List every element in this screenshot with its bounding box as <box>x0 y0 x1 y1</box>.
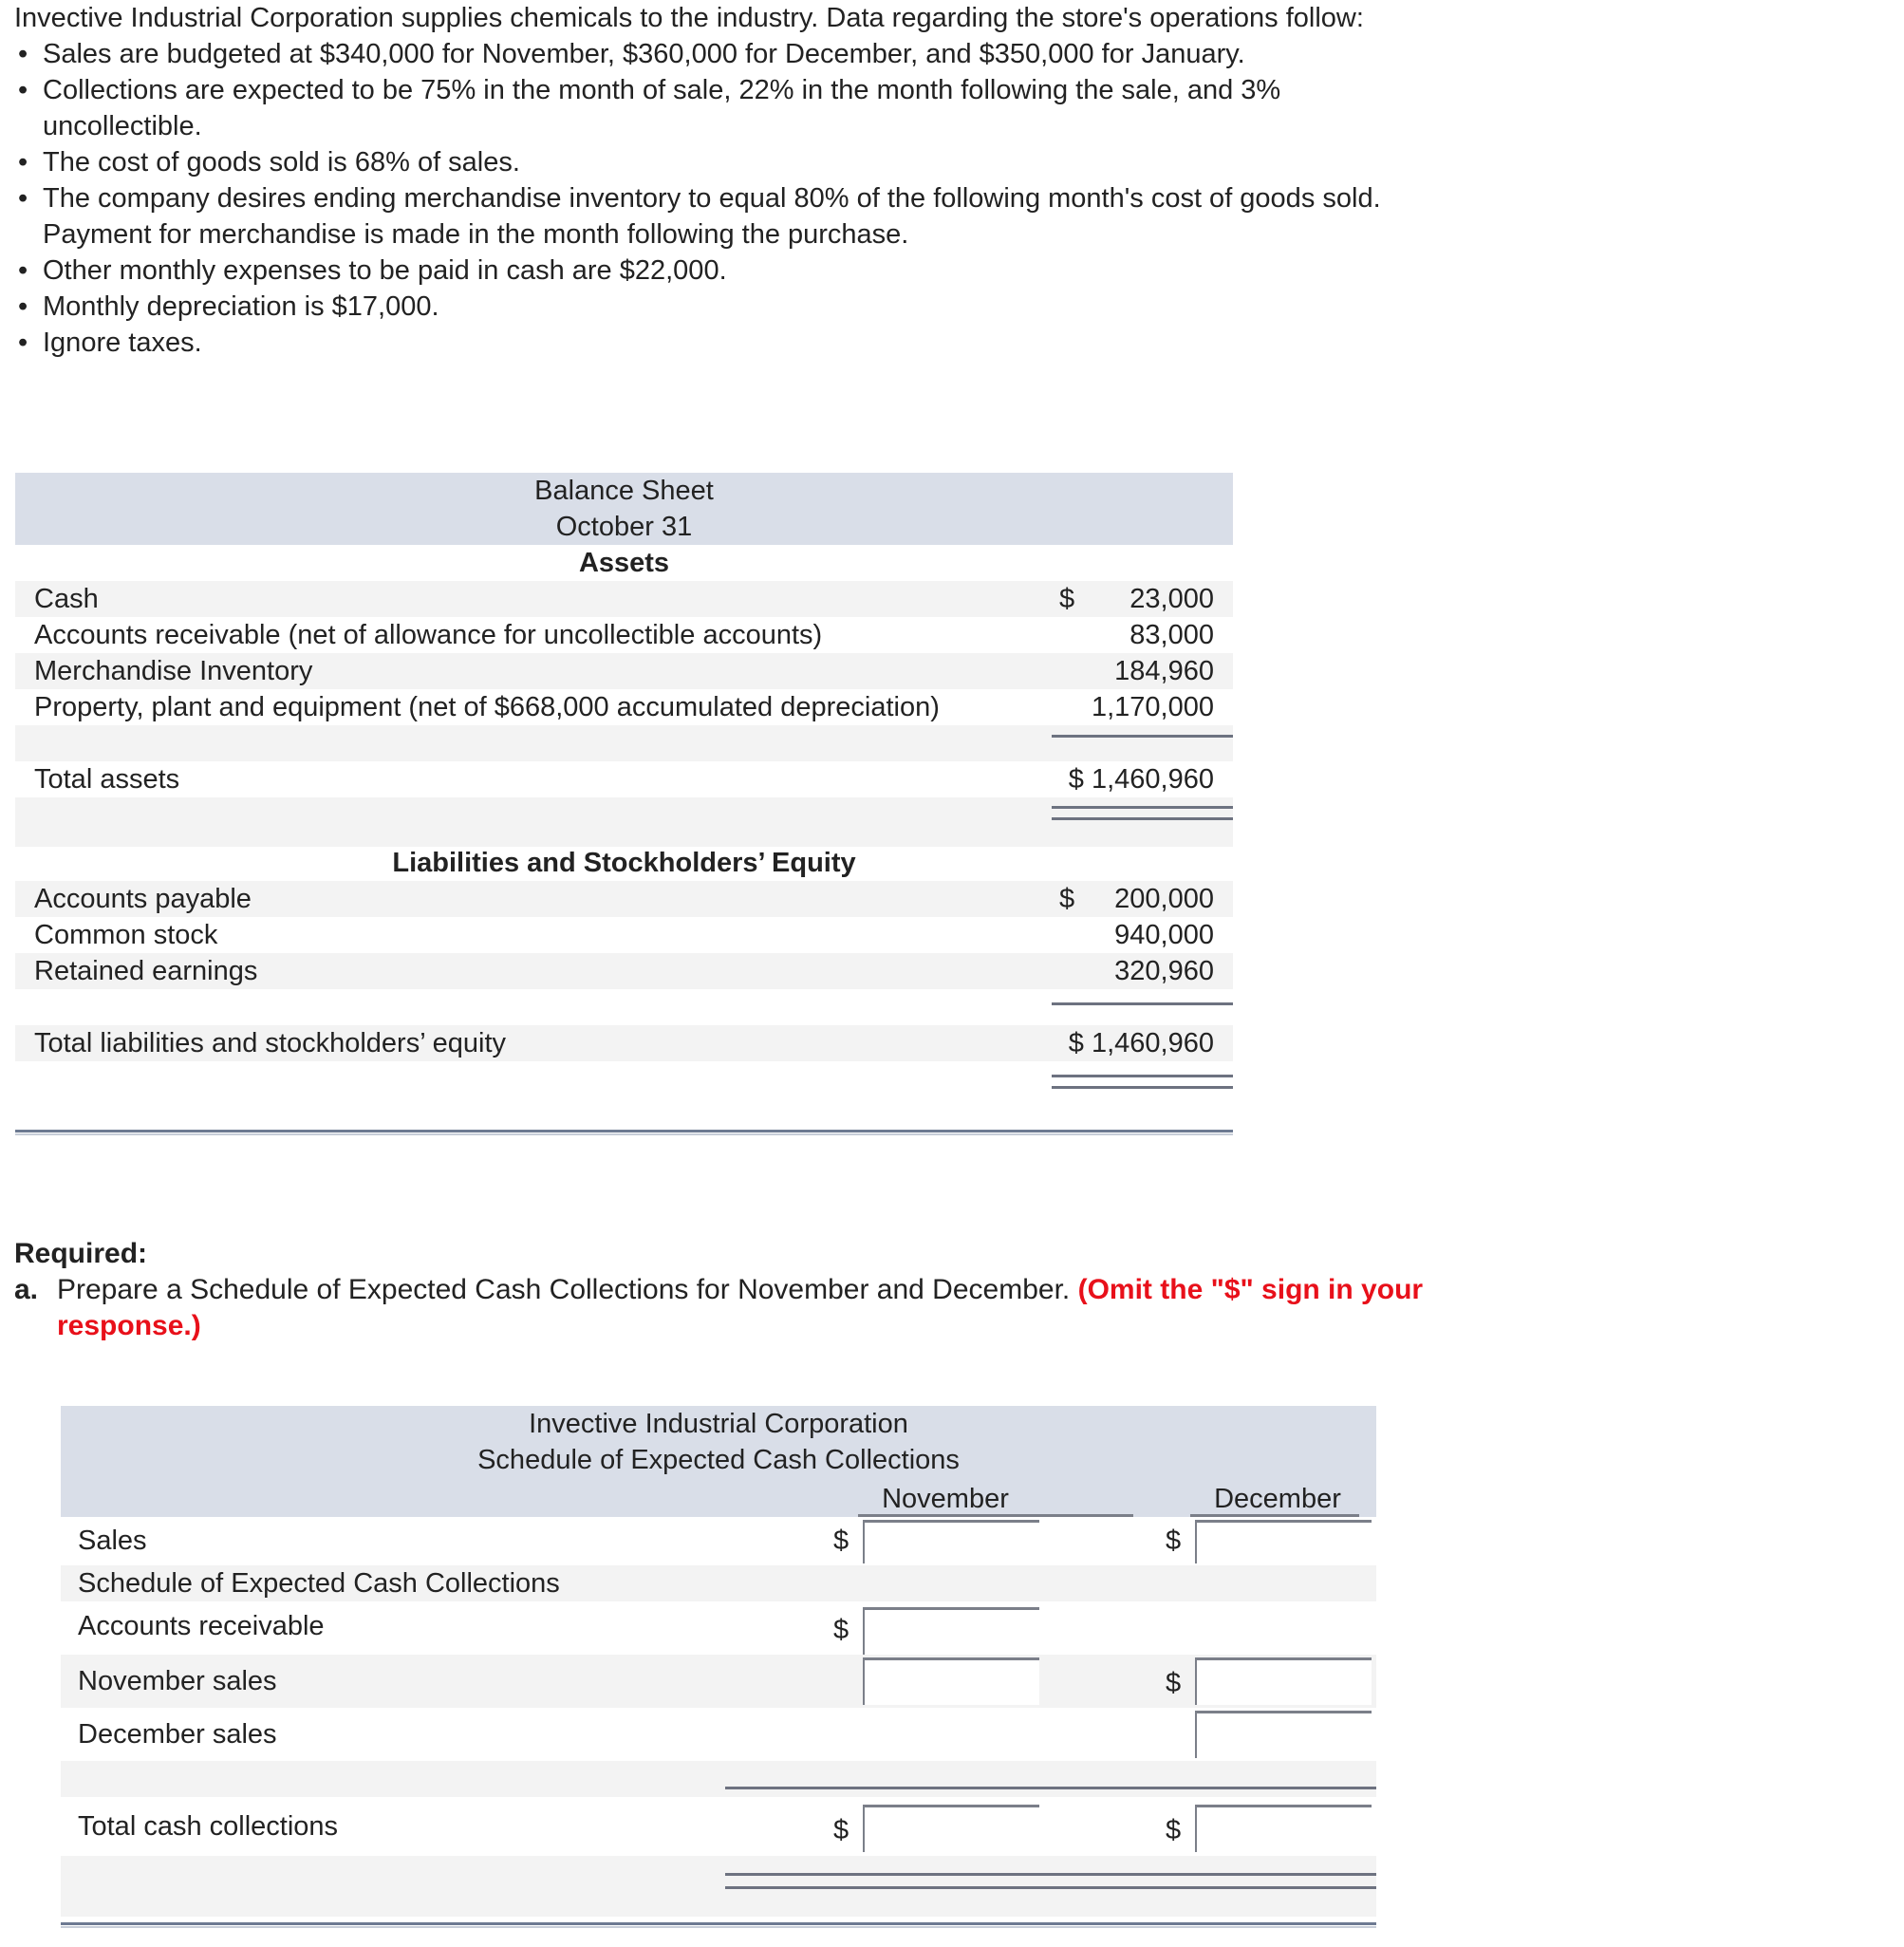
column-header-december: December <box>1214 1484 1341 1514</box>
row-label: Schedule of Expected Cash Collections <box>78 1568 560 1599</box>
dollar-sign: $ <box>833 1526 849 1556</box>
row-label: Common stock <box>34 920 218 950</box>
row-label: Total cash collections <box>78 1811 339 1842</box>
requirement-text: Prepare a Schedule of Expected Cash Collections for November and December. <box>57 1274 1071 1305</box>
required-title: Required: <box>14 1238 148 1269</box>
row-amount: 83,000 <box>1129 620 1214 650</box>
table-row <box>61 1517 1376 1565</box>
december-sales-december-input[interactable] <box>1195 1711 1372 1758</box>
row-label: Retained earnings <box>34 956 258 986</box>
sales-november-input[interactable] <box>863 1520 1039 1563</box>
november-sales-december-input[interactable] <box>1195 1657 1372 1705</box>
schedule-title: Schedule of Expected Cash Collections <box>477 1445 960 1475</box>
list-item: • The company desires ending merchandise inventory to equal 80% of the following month's cost of goods sold. Payment for merchandise is made in the month following the purchase. <box>14 180 1419 253</box>
total-assets-amount: $ 1,460,960 <box>1068 764 1214 795</box>
row-label: Accounts receivable (net of allowance for uncollectible accounts) <box>34 620 823 650</box>
liabilities-heading: Liabilities and Stockholders’ Equity <box>392 848 856 878</box>
dollar-sign: $ <box>833 1615 849 1645</box>
dollar-sign: $ <box>833 1815 849 1845</box>
row-label: Sales <box>78 1526 147 1556</box>
row-label: Accounts receivable <box>78 1611 325 1641</box>
total-liabilities-amount: $ 1,460,960 <box>1068 1028 1214 1058</box>
table-row <box>61 1708 1376 1761</box>
dollar-sign: $ <box>1166 1815 1182 1845</box>
double-rule <box>725 1873 1376 1876</box>
total-assets-row <box>15 761 1233 797</box>
list-item: • Monthly depreciation is $17,000. <box>14 289 1419 325</box>
row-label: Merchandise Inventory <box>34 656 313 686</box>
row-label: Accounts payable <box>34 884 252 914</box>
assets-heading: Assets <box>578 548 670 578</box>
row-label: Property, plant and equipment (net of $668,000 accumulated depreciation) <box>34 692 940 722</box>
spacer-row <box>61 1761 1376 1797</box>
total-row <box>61 1797 1376 1856</box>
dollar-sign: $ <box>1166 1526 1182 1556</box>
row-label: November sales <box>78 1666 277 1696</box>
table-row <box>15 953 1233 989</box>
table-row <box>15 689 1233 725</box>
double-rule <box>1052 806 1233 809</box>
row-amount: 940,000 <box>1114 920 1214 950</box>
row-label: Cash <box>34 584 99 614</box>
table-row <box>61 1565 1376 1601</box>
dollar-sign: $ <box>1059 884 1075 914</box>
column-header-november: November <box>882 1484 1009 1514</box>
table-footer-rule <box>15 1130 1233 1133</box>
table-footer-rule <box>61 1922 1376 1925</box>
table-row <box>15 653 1233 689</box>
list-item: • The cost of goods sold is 68% of sales. <box>14 144 1419 180</box>
subtotal-rule <box>725 1787 1376 1789</box>
dollar-sign: $ <box>1059 584 1075 614</box>
spacer-row <box>15 797 1233 847</box>
table-row <box>15 881 1233 917</box>
table-row <box>61 1655 1376 1708</box>
list-item: • Ignore taxes. <box>14 325 1419 361</box>
row-amount: 320,960 <box>1114 956 1214 986</box>
double-rule <box>1052 1086 1233 1089</box>
required-section <box>14 1236 1438 1344</box>
balance-sheet-date: October 31 <box>555 512 693 542</box>
double-rule <box>1052 1075 1233 1077</box>
list-item: • Collections are expected to be 75% in the month of sale, 22% in the month following the sale, and 3% uncollectible. <box>14 72 1419 144</box>
balance-sheet-title: Balance Sheet <box>534 476 714 506</box>
table-footer-rule <box>61 1926 1376 1928</box>
requirement-note: (Omit the "$" sign in your response.) <box>57 1274 1424 1341</box>
balance-sheet <box>15 473 1233 1151</box>
requirement-body <box>57 1272 1438 1344</box>
table-row <box>61 1601 1376 1655</box>
row-label: Total assets <box>34 764 180 795</box>
total-liabilities-row <box>15 1025 1233 1061</box>
schedule-company: Invective Industrial Corporation <box>529 1409 908 1439</box>
subtotal-rule <box>1052 1002 1233 1005</box>
cash-collections-schedule <box>61 1406 1376 1947</box>
table-row <box>15 617 1233 653</box>
list-item: • Other monthly expenses to be paid in cash are $22,000. <box>14 253 1419 289</box>
double-rule <box>725 1886 1376 1889</box>
requirement-a <box>14 1272 1438 1344</box>
subtotal-rule <box>1052 735 1233 738</box>
row-label: Total liabilities and stockholders’ equity <box>34 1028 507 1058</box>
assumptions-list <box>14 36 1419 361</box>
november-sales-november-input[interactable] <box>863 1657 1039 1705</box>
table-row <box>15 581 1233 617</box>
total-december-input[interactable] <box>1195 1805 1372 1852</box>
sales-december-input[interactable] <box>1195 1520 1372 1563</box>
row-amount: 184,960 <box>1114 656 1214 686</box>
total-november-input[interactable] <box>863 1805 1039 1852</box>
row-amount: 23,000 <box>1129 584 1214 614</box>
problem-description <box>14 0 1419 361</box>
row-amount: 1,170,000 <box>1091 692 1214 722</box>
requirement-letter: a. <box>14 1274 39 1305</box>
table-row <box>15 917 1233 953</box>
table-footer-rule <box>15 1133 1233 1135</box>
spacer-row <box>15 725 1233 761</box>
ar-november-input[interactable] <box>863 1607 1039 1655</box>
double-rule <box>1052 817 1233 820</box>
list-item: • Sales are budgeted at $340,000 for November, $360,000 for December, and $350,000 for January. <box>14 36 1419 72</box>
row-amount: 200,000 <box>1114 884 1214 914</box>
intro-text: Invective Industrial Corporation supplies chemicals to the industry. Data regarding the store's operations follow: <box>14 3 1364 33</box>
row-label: December sales <box>78 1719 277 1750</box>
dollar-sign: $ <box>1166 1668 1182 1698</box>
